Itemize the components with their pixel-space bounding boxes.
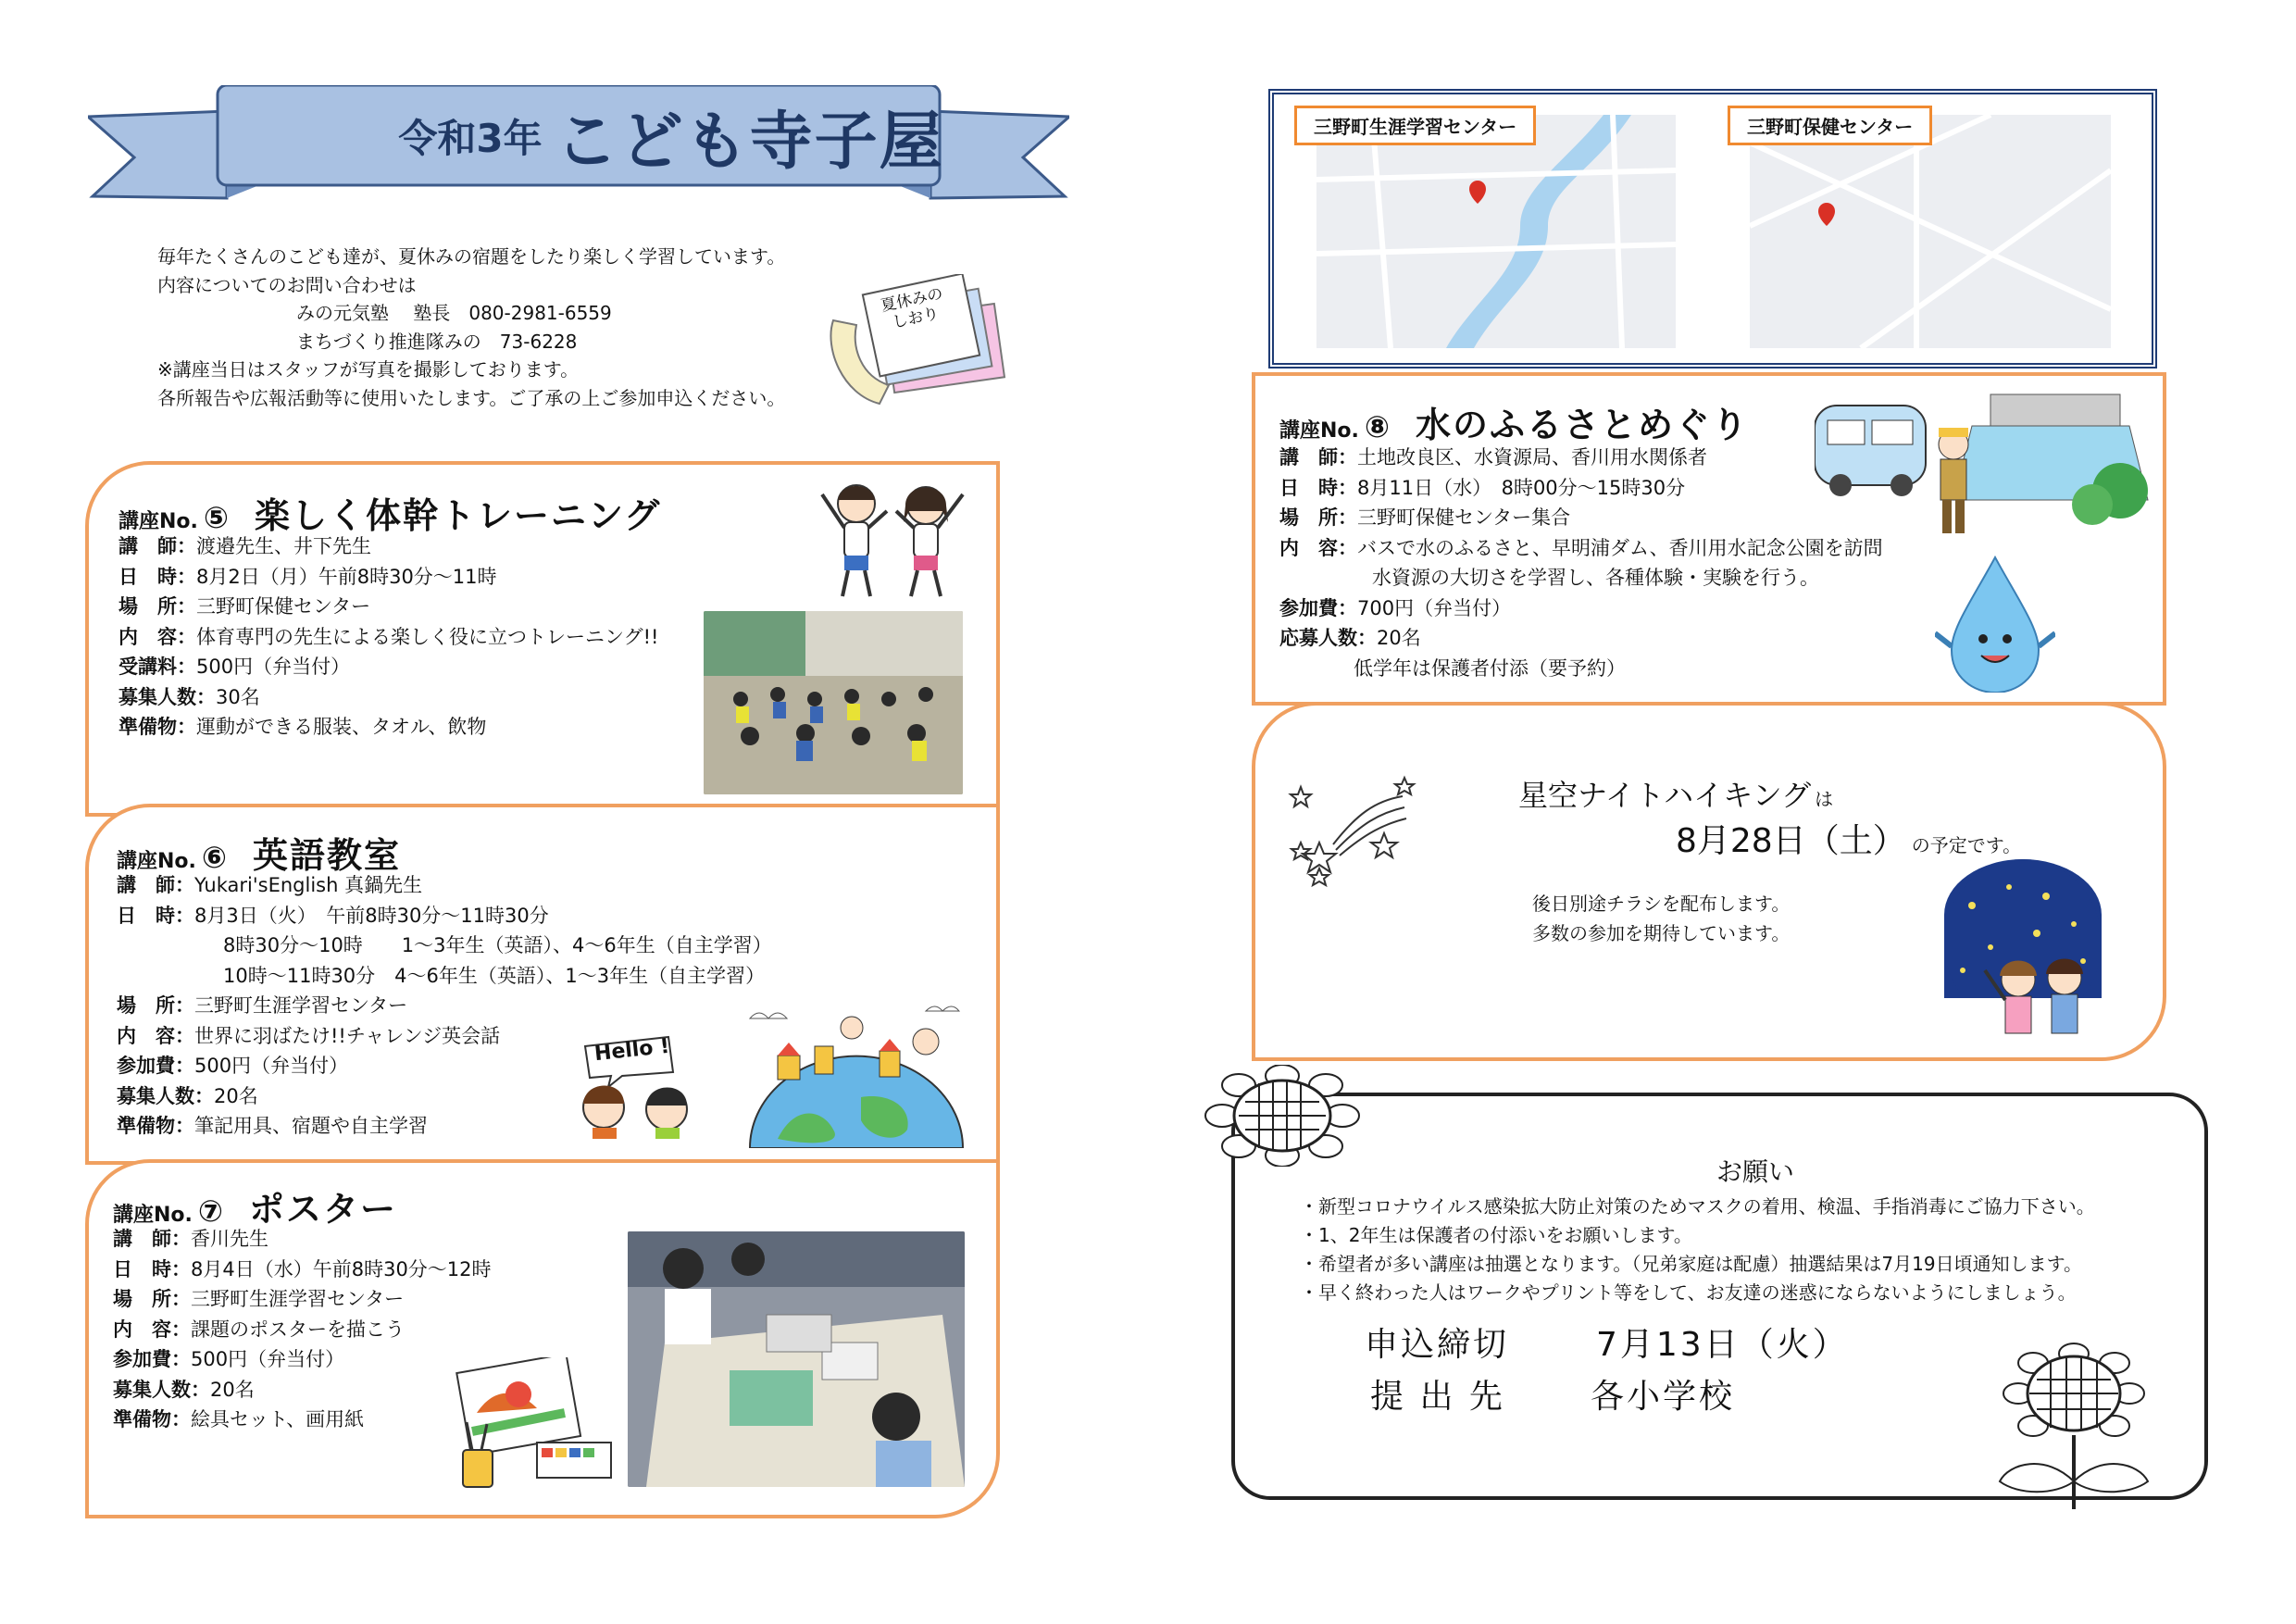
detail-key: 場 所： — [117, 994, 194, 1017]
detail-row — [119, 562, 658, 593]
detail-key: 受講料： — [119, 656, 196, 678]
detail-row — [113, 1315, 492, 1345]
detail-key: 日 時： — [113, 1257, 191, 1280]
detail-value: 30名 — [216, 685, 260, 708]
detail-key: 募集人数： — [113, 1378, 210, 1401]
star-note-line: 後日別途チラシを配布します。 — [1532, 893, 1791, 915]
detail-key: 内 容： — [1279, 536, 1357, 559]
contact-line: みの元気塾 塾長 080-2981-6559 — [296, 302, 612, 324]
detail-key: 講 師： — [1279, 446, 1357, 468]
hello-kids-illustration — [567, 1028, 705, 1139]
detail-key: 参加費： — [117, 1055, 194, 1077]
detail-row — [119, 712, 658, 743]
detail-value: 20名 — [214, 1084, 258, 1107]
sunflower-icon — [1981, 1343, 2166, 1509]
note-line: ※講座当日はスタッフが写真を撮影しております。 — [157, 358, 580, 381]
detail-key: 内 容： — [113, 1318, 191, 1341]
detail-row — [1279, 443, 1883, 473]
course-number: ⑦ — [197, 1193, 223, 1229]
course-name: 楽しく体幹トレーニング — [254, 495, 662, 536]
map-lifelong-learning-center — [1316, 115, 1676, 348]
course-number: ⑧ — [1364, 409, 1390, 444]
course-no-label: 講座No. — [119, 510, 198, 533]
detail-row — [113, 1224, 492, 1255]
notebook-illustration — [824, 274, 1009, 413]
detail-key: 日 時： — [117, 904, 194, 927]
shooting-star-illustration — [1282, 759, 1430, 889]
detail-row — [117, 931, 772, 961]
detail-value: 20名 — [1377, 627, 1421, 649]
request-title: お願い — [1716, 1156, 1795, 1187]
detail-key: 参加費： — [113, 1348, 191, 1370]
title-ribbon — [88, 85, 1069, 224]
detail-value: 香川先生 — [191, 1228, 268, 1250]
detail-value: 8時30分～10時 1～3年生（英語）、4～6年生（自主学習） — [223, 934, 772, 956]
course-no-label: 講座No. — [1279, 419, 1359, 443]
detail-row — [117, 901, 772, 931]
course-no-label: 講座No. — [113, 1204, 193, 1227]
detail-row — [119, 682, 658, 713]
course-5-heading — [119, 487, 661, 538]
paint-set-illustration — [454, 1357, 620, 1493]
detail-row — [1279, 473, 1883, 504]
star-event-date: 8月28日（土） — [1676, 822, 1906, 860]
detail-value: 三野町生涯学習センター — [194, 994, 408, 1017]
detail-key: 場 所： — [119, 595, 196, 618]
detail-value: 8月4日（水）午前8時30分～12時 — [191, 1257, 492, 1280]
detail-key: 参加費： — [1279, 596, 1357, 619]
detail-value: 三野町生涯学習センター — [191, 1288, 405, 1310]
star-note-line: 多数の参加を期待しています。 — [1532, 922, 1791, 944]
detail-value: 三野町保健センター — [196, 595, 371, 618]
detail-key: 準備物： — [113, 1408, 191, 1430]
page-title — [310, 89, 1032, 183]
detail-key: 場 所： — [113, 1288, 191, 1310]
poster-photo — [628, 1231, 965, 1487]
detail-value: 渡邉先生、井下先生 — [196, 535, 371, 557]
course-name: 英語教室 — [252, 835, 401, 876]
request-item: ・1、2年生は保護者の付添いをお願いします。 — [1300, 1224, 1692, 1246]
request-item: ・希望者が多い講座は抽選となります。（兄弟家庭は配慮）抽選結果は7月19日頃通知します。 — [1300, 1253, 2082, 1275]
detail-key: 講 師： — [113, 1228, 191, 1250]
star-date-suffix: の予定です。 — [1911, 834, 2022, 856]
detail-key: 日 時： — [1279, 476, 1357, 499]
course-name: 水のふるさとめぐり — [1415, 405, 1749, 445]
detail-value: 20名 — [210, 1378, 255, 1401]
detail-value: 500円（弁当付） — [194, 1055, 349, 1077]
star-title-line — [1518, 772, 1833, 815]
note-line: 各所報告や広報活動等に使用いたします。ご了承の上ご参加申込ください。 — [157, 386, 786, 409]
star-date-line — [1676, 815, 2021, 862]
detail-value: 10時～11時30分 4～6年生（英語）、1～3年生（自主学習） — [223, 964, 766, 987]
detail-key: 内 容： — [117, 1024, 194, 1047]
course-8-heading — [1279, 396, 1749, 447]
sunflower-icon — [1204, 1065, 1361, 1167]
detail-value: 500円（弁当付） — [196, 656, 351, 678]
contact-line: まちづくり推進隊みの 73-6228 — [296, 330, 578, 353]
detail-key: 内 容： — [119, 625, 196, 648]
detail-key: 場 所： — [1279, 506, 1357, 529]
notebook-label: 夏休みのしおり — [879, 284, 945, 332]
star-notes — [1532, 889, 1790, 948]
deadline-label: 申込締切 — [1365, 1326, 1510, 1364]
detail-value: Yukari'sEnglish 真鍋先生 — [194, 874, 423, 896]
detail-key: 準備物： — [119, 716, 196, 738]
request-list — [1300, 1193, 2095, 1307]
submit-label: 提 出 先 — [1370, 1378, 1505, 1416]
detail-row — [1279, 533, 1883, 564]
intro-text — [157, 243, 917, 412]
detail-row — [113, 1284, 492, 1315]
course-name: ポスター — [248, 1189, 397, 1230]
detail-row — [117, 961, 772, 992]
detail-row — [119, 531, 658, 562]
detail-value: 課題のポスターを描こう — [191, 1318, 405, 1341]
detail-row — [1279, 623, 1883, 654]
detail-key: 講 師： — [119, 535, 196, 557]
detail-row — [113, 1255, 492, 1285]
training-photo — [704, 611, 963, 794]
request-item: ・早く終わった人はワークやプリント等をして、お友達の迷惑にならないようにしましょう。 — [1300, 1281, 2077, 1304]
request-item: ・新型コロナウイルス感染拡大防止対策のためマスクの着用、検温、手指消毒にご協力下さい。 — [1300, 1195, 2095, 1218]
star-title-suffix: は — [1815, 788, 1834, 810]
detail-key: 準備物： — [117, 1115, 194, 1137]
detail-key: 日 時： — [119, 565, 196, 588]
detail-row — [113, 1375, 492, 1405]
detail-value: 8月11日（水） 8時00分～15時30分 — [1357, 476, 1686, 499]
detail-value: 8月3日（火） 午前8時30分～11時30分 — [194, 904, 549, 927]
detail-row — [113, 1405, 492, 1435]
detail-value: 三野町保健センター集合 — [1357, 506, 1571, 529]
star-event-title: 星空ナイトハイキング — [1518, 778, 1812, 813]
detail-value: 運動ができる服装、タオル、飲物 — [196, 716, 487, 738]
course-number: ⑥ — [201, 840, 227, 875]
intro-line: 内容についてのお問い合わせは — [157, 273, 417, 296]
detail-value: 世界に羽ばたけ!!チャレンジ英会話 — [194, 1024, 501, 1047]
detail-row — [119, 592, 658, 622]
water-drop-mascot — [1935, 554, 2055, 693]
detail-key: 募集人数： — [119, 685, 216, 708]
detail-row — [117, 991, 772, 1021]
detail-key: 募集人数： — [117, 1084, 214, 1107]
detail-value: バスで水のふるさと、早明浦ダム、香川用水記念公園を訪問 — [1357, 536, 1883, 559]
detail-value: 土地改良区、水資源局、香川用水関係者 — [1357, 446, 1707, 468]
detail-value: 低学年は保護者付添（要予約） — [1354, 656, 1626, 680]
submit-value: 各小学校 — [1591, 1378, 1736, 1416]
detail-row — [1279, 654, 1883, 684]
detail-row — [113, 1344, 492, 1375]
detail-value: 体育専門の先生による楽しく役に立つトレーニング!! — [196, 625, 659, 648]
detail-value: 筆記用具、宿題や自主学習 — [194, 1115, 428, 1137]
detail-key: 応募人数： — [1279, 627, 1377, 649]
course-5-details — [119, 531, 658, 743]
course-number: ⑤ — [203, 500, 229, 535]
map-health-center — [1750, 115, 2111, 348]
detail-value: 700円（弁当付） — [1357, 596, 1512, 619]
detail-value: 絵具セット、画用紙 — [191, 1408, 365, 1430]
bus-dam-illustration — [1815, 389, 2157, 537]
detail-value: 500円（弁当付） — [191, 1348, 345, 1370]
globe-illustration — [741, 1000, 972, 1148]
title-main: こども寺子屋 — [555, 105, 944, 179]
detail-value: 水資源の大切さを学習し、各種体験・実験を行う。 — [1372, 567, 1819, 589]
hello-bubble-text: Hello ! — [593, 1034, 671, 1067]
map-label-learning-center: 三野町生涯学習センター — [1294, 106, 1536, 145]
course-no-label: 講座No. — [117, 850, 196, 873]
night-sky-kids-illustration — [1944, 859, 2102, 1035]
intro-line: 毎年たくさんのこども達が、夏休みの宿題をしたり楽しく学習しています。 — [157, 245, 786, 268]
deadline-value: 7月13日（火） — [1596, 1326, 1849, 1364]
detail-row — [117, 870, 772, 901]
detail-key: 講 師： — [117, 874, 194, 896]
detail-value: 8月2日（月）午前8時30分～11時 — [196, 565, 497, 588]
title-prefix: 令和3年 — [398, 116, 543, 161]
detail-row — [1279, 563, 1883, 593]
detail-row — [1279, 503, 1883, 533]
detail-row — [119, 622, 658, 653]
detail-row — [119, 652, 658, 682]
kids-exercise-illustration — [815, 474, 972, 604]
detail-row — [1279, 593, 1883, 624]
course-8-details — [1279, 443, 1883, 683]
map-label-health-center: 三野町保健センター — [1728, 106, 1932, 145]
map-box — [1268, 89, 2157, 369]
course-7-details — [113, 1224, 492, 1435]
